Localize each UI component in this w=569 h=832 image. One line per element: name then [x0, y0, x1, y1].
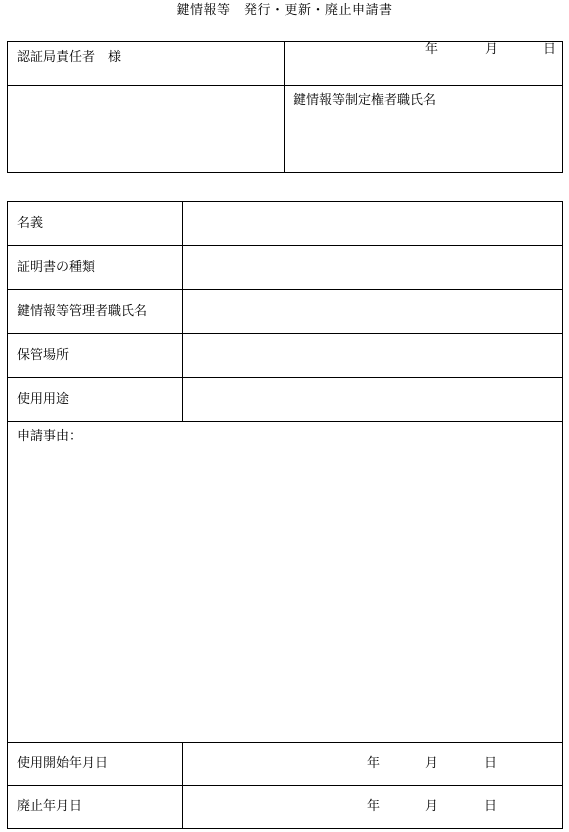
header-table [7, 41, 563, 173]
end-date-field[interactable] [183, 786, 563, 829]
table-row [8, 290, 563, 334]
application-table [7, 201, 563, 829]
certificate-type-field[interactable] [183, 246, 563, 290]
header-blank-cell[interactable] [8, 86, 285, 173]
table-row [8, 743, 563, 786]
usage-purpose-field[interactable] [183, 378, 563, 422]
table-row [8, 334, 563, 378]
storage-location-field[interactable] [183, 334, 563, 378]
year-label: 年 [425, 42, 439, 57]
start-date-label: 使用開始年月日 [8, 743, 183, 786]
day-label: 日 [484, 799, 498, 814]
table-row [8, 786, 563, 829]
table-row [8, 202, 563, 246]
application-date-field[interactable] [285, 42, 563, 86]
name-field[interactable] [183, 202, 563, 246]
year-label: 年 [367, 799, 381, 814]
reason-label: 申請事由： [17, 429, 83, 444]
addressee-cell [8, 42, 285, 86]
storage-location-label: 保管場所 [8, 334, 183, 378]
holder-label: 鍵情報等制定権者職氏名 [293, 93, 437, 108]
reason-field[interactable] [8, 422, 563, 743]
name-label: 名義 [8, 202, 183, 246]
key-manager-label: 鍵情報等管理者職氏名 [8, 290, 183, 334]
table-row [8, 378, 563, 422]
document-title: 鍵情報等 発行・更新・廃止申請書 [176, 3, 393, 18]
holder-cell[interactable] [285, 86, 563, 173]
end-date-label: 廃止年月日 [8, 786, 183, 829]
start-date-field[interactable] [183, 743, 563, 786]
month-label: 月 [485, 42, 499, 57]
year-label: 年 [367, 756, 381, 771]
key-manager-field[interactable] [183, 290, 563, 334]
table-row [8, 246, 563, 290]
certificate-type-label: 証明書の種類 [8, 246, 183, 290]
day-label: 日 [484, 756, 498, 771]
table-row [8, 422, 563, 743]
day-label: 日 [543, 42, 557, 57]
month-label: 月 [425, 756, 439, 771]
addressee-label: 認証局責任者 様 [17, 50, 122, 65]
month-label: 月 [425, 799, 439, 814]
usage-purpose-label: 使用用途 [8, 378, 183, 422]
